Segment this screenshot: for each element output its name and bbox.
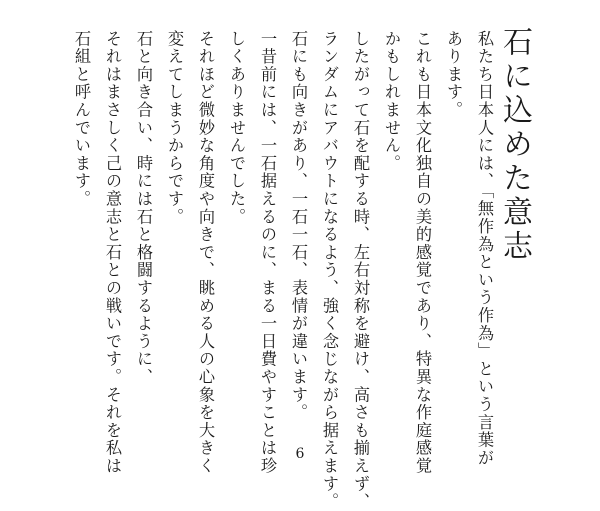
text-column-12: 石と向き合い、時には石と格闘するように、 [134,30,153,386]
text-column-7: 石にも向きがあり、一石一石、表情が違います。 [289,30,308,422]
page-number: 6 [295,446,305,462]
text-column-6: ランダムにアバウトになるよう、強く念じながら据えます。 [320,30,339,511]
text-column-9: しくありませんでした。 [227,30,246,226]
page-title: 石に込めた意志 [497,26,532,264]
text-column-5: したがって石を配する時、左右対称を避け、高さも揃えず、 [351,30,370,511]
text-column-3: これも日本文化独自の美的感覚であり、特異な作庭感覚 [413,30,432,475]
text-column-10: それほど微妙な角度や向きで、眺める人の心象を大きく [196,30,215,475]
text-column-14: 石組と呼んでいます。 [72,30,91,208]
text-column-11: 変えてしまうからです。 [165,30,184,226]
text-column-2: あります。 [444,30,463,119]
text-column-13: それはまさしく己の意志と石との戦いです。それを私は [103,30,122,475]
text-column-1: 私たち日本人には、「無作為という作為」という言葉が [475,30,494,467]
text-column-4: かもしれません。 [382,30,401,173]
text-column-8: 一昔前には、一石据えるのに、まる一日費やすことは珍 [258,30,277,475]
